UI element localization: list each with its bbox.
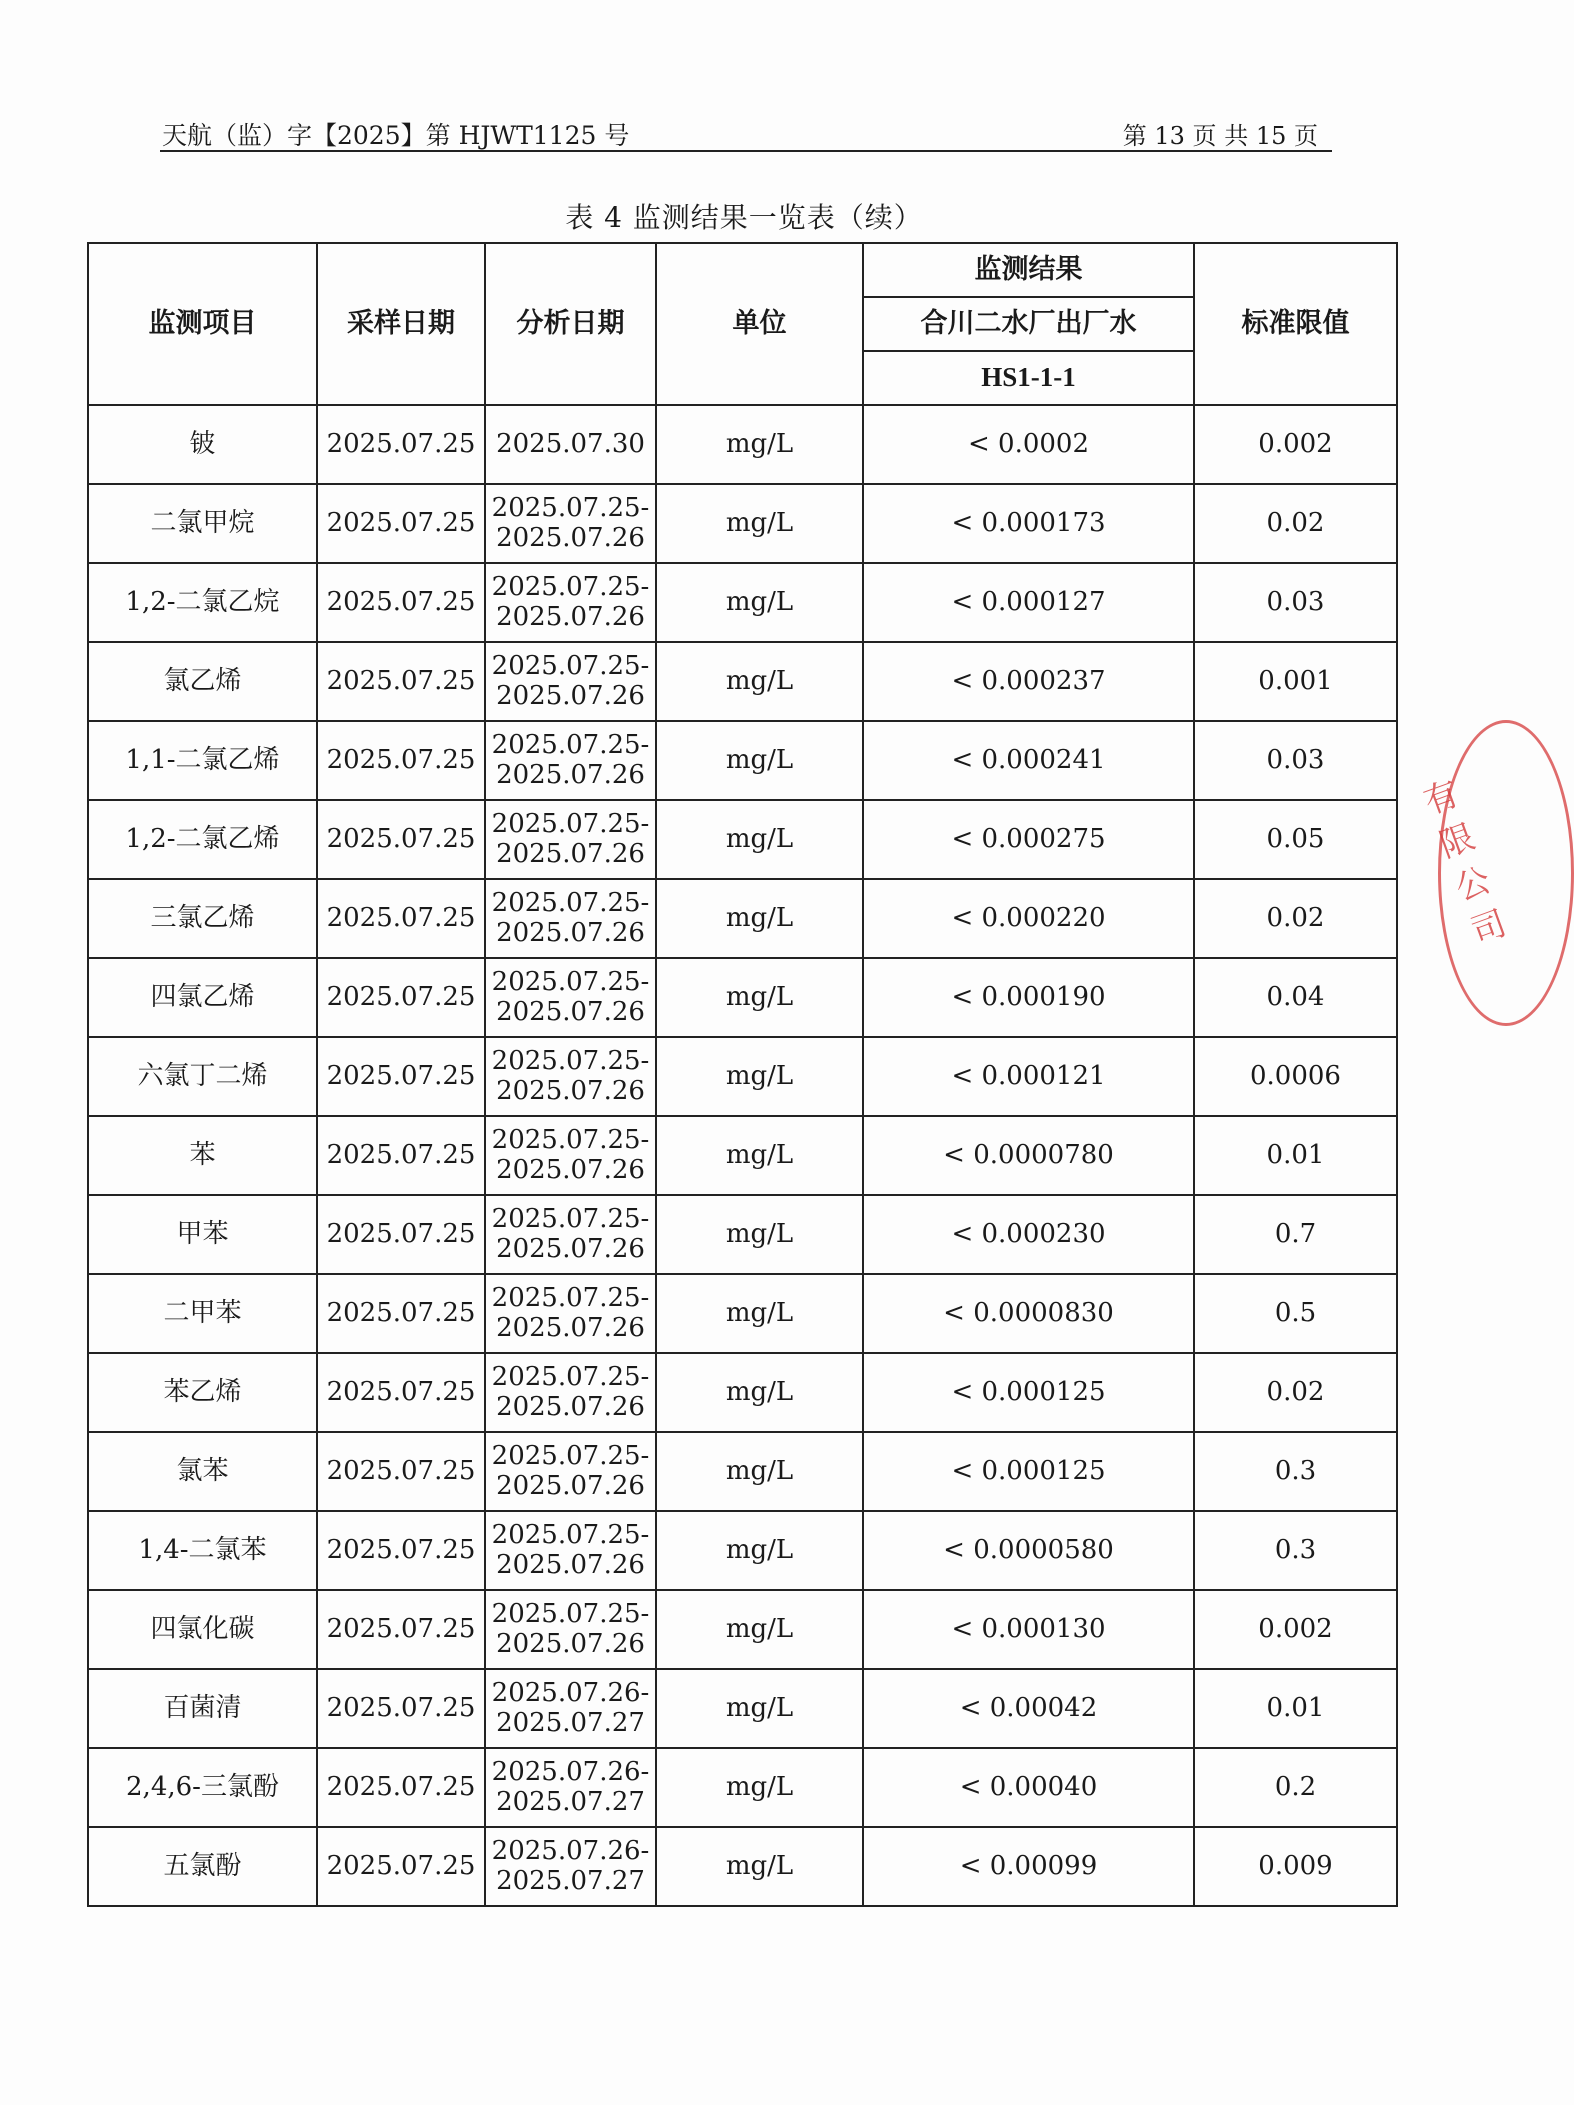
sampling-date-cell: 2025.07.25 — [317, 1432, 485, 1511]
analysis-date-line: 2025.07.25- — [491, 1519, 650, 1550]
analysis-date-cell — [485, 405, 656, 484]
sampling-date-cell: 2025.07.25 — [317, 1748, 485, 1827]
result-cell: < 0.000173 — [863, 484, 1194, 563]
sampling-date-cell: 2025.07.25 — [317, 1353, 485, 1432]
analysis-date-cell — [485, 1432, 656, 1511]
limit-cell: 0.01 — [1194, 1116, 1397, 1195]
analysis-date-line: 2025.07.26- — [491, 1677, 650, 1708]
item-cell: 二氯甲烷 — [88, 484, 317, 563]
limit-cell: 0.02 — [1194, 879, 1397, 958]
analysis-date-line: 2025.07.26 — [496, 838, 645, 869]
item-cell: 四氯化碳 — [88, 1590, 317, 1669]
item-cell: 1,2-二氯乙烯 — [88, 800, 317, 879]
sampling-date-cell: 2025.07.25 — [317, 1037, 485, 1116]
table-row — [88, 958, 1397, 1037]
analysis-date-line: 2025.07.25- — [491, 1124, 650, 1155]
header-limit: 标准限值 — [1194, 243, 1397, 405]
analysis-date-line: 2025.07.30 — [496, 428, 645, 459]
result-cell: < 0.000237 — [863, 642, 1194, 721]
limit-cell: 0.7 — [1194, 1195, 1397, 1274]
analysis-date-line: 2025.07.26 — [496, 996, 645, 1027]
table-header — [88, 243, 1397, 405]
table-body — [88, 405, 1397, 1906]
analysis-date-line: 2025.07.25- — [491, 729, 650, 760]
analysis-date-line: 2025.07.26 — [496, 1154, 645, 1185]
limit-cell: 0.2 — [1194, 1748, 1397, 1827]
analysis-date-cell — [485, 1827, 656, 1906]
unit-cell: mg/L — [656, 1274, 863, 1353]
limit-cell: 0.5 — [1194, 1274, 1397, 1353]
sampling-date-cell: 2025.07.25 — [317, 1195, 485, 1274]
item-cell: 1,1-二氯乙烯 — [88, 721, 317, 800]
table-row — [88, 1353, 1397, 1432]
analysis-date-line: 2025.07.27 — [496, 1707, 645, 1738]
limit-cell: 0.01 — [1194, 1669, 1397, 1748]
header-item: 监测项目 — [88, 243, 317, 405]
sampling-date-cell: 2025.07.25 — [317, 1511, 485, 1590]
analysis-date-cell — [485, 1195, 656, 1274]
result-cell: < 0.000125 — [863, 1432, 1194, 1511]
header-site-code: HS1-1-1 — [863, 351, 1194, 405]
result-cell: < 0.00042 — [863, 1669, 1194, 1748]
item-cell: 五氯酚 — [88, 1827, 317, 1906]
table-row — [88, 1669, 1397, 1748]
results-table — [87, 242, 1398, 1907]
analysis-date-line: 2025.07.26 — [496, 601, 645, 632]
result-cell: < 0.000241 — [863, 721, 1194, 800]
analysis-date-line: 2025.07.25- — [491, 1282, 650, 1313]
analysis-date-line: 2025.07.27 — [496, 1786, 645, 1817]
limit-cell: 0.02 — [1194, 484, 1397, 563]
unit-cell: mg/L — [656, 1432, 863, 1511]
analysis-date-line: 2025.07.26 — [496, 1312, 645, 1343]
sampling-date-cell: 2025.07.25 — [317, 484, 485, 563]
analysis-date-cell — [485, 1353, 656, 1432]
analysis-date-cell — [485, 1116, 656, 1195]
sampling-date-cell: 2025.07.25 — [317, 405, 485, 484]
sampling-date-cell: 2025.07.25 — [317, 1590, 485, 1669]
analysis-date-line: 2025.07.27 — [496, 1865, 645, 1896]
sampling-date-cell: 2025.07.25 — [317, 721, 485, 800]
result-cell: < 0.000125 — [863, 1353, 1194, 1432]
result-cell: < 0.000130 — [863, 1590, 1194, 1669]
analysis-date-line: 2025.07.26 — [496, 680, 645, 711]
limit-cell: 0.002 — [1194, 405, 1397, 484]
header-analysis-date: 分析日期 — [485, 243, 656, 405]
item-cell: 百菌清 — [88, 1669, 317, 1748]
item-cell: 二甲苯 — [88, 1274, 317, 1353]
analysis-date-cell — [485, 1037, 656, 1116]
result-cell: < 0.000230 — [863, 1195, 1194, 1274]
result-cell: < 0.0002 — [863, 405, 1194, 484]
item-cell: 三氯乙烯 — [88, 879, 317, 958]
unit-cell: mg/L — [656, 1590, 863, 1669]
header-sampling-date: 采样日期 — [317, 243, 485, 405]
analysis-date-line: 2025.07.26- — [491, 1756, 650, 1787]
item-cell: 甲苯 — [88, 1195, 317, 1274]
document-number: 天航（监）字【2025】第 HJWT1125 号 — [162, 121, 630, 150]
table-row — [88, 405, 1397, 484]
limit-cell: 0.05 — [1194, 800, 1397, 879]
analysis-date-line: 2025.07.25- — [491, 1203, 650, 1234]
limit-cell: 0.002 — [1194, 1590, 1397, 1669]
table-row — [88, 800, 1397, 879]
analysis-date-line: 2025.07.26 — [496, 917, 645, 948]
analysis-date-cell — [485, 1669, 656, 1748]
analysis-date-cell — [485, 1274, 656, 1353]
analysis-date-cell — [485, 958, 656, 1037]
analysis-date-line: 2025.07.26 — [496, 1075, 645, 1106]
analysis-date-line: 2025.07.25- — [491, 966, 650, 997]
sampling-date-cell: 2025.07.25 — [317, 642, 485, 721]
unit-cell: mg/L — [656, 1353, 863, 1432]
company-seal-text: 有限公司 — [1418, 773, 1512, 953]
result-cell: < 0.000275 — [863, 800, 1194, 879]
unit-cell: mg/L — [656, 563, 863, 642]
item-cell: 苯 — [88, 1116, 317, 1195]
sampling-date-cell: 2025.07.25 — [317, 879, 485, 958]
analysis-date-cell — [485, 1511, 656, 1590]
item-cell: 1,4-二氯苯 — [88, 1511, 317, 1590]
analysis-date-cell — [485, 1748, 656, 1827]
result-cell: < 0.000121 — [863, 1037, 1194, 1116]
sampling-date-cell: 2025.07.25 — [317, 958, 485, 1037]
table-title: 表 4 监测结果一览表（续） — [565, 201, 923, 234]
item-cell: 氯乙烯 — [88, 642, 317, 721]
analysis-date-line: 2025.07.26 — [496, 1233, 645, 1264]
sampling-date-cell: 2025.07.25 — [317, 1274, 485, 1353]
unit-cell: mg/L — [656, 1116, 863, 1195]
analysis-date-line: 2025.07.26 — [496, 1549, 645, 1580]
unit-cell: mg/L — [656, 800, 863, 879]
result-cell: < 0.0000830 — [863, 1274, 1194, 1353]
unit-cell: mg/L — [656, 958, 863, 1037]
table-row — [88, 1511, 1397, 1590]
table-row — [88, 1116, 1397, 1195]
table-row — [88, 1037, 1397, 1116]
analysis-date-line: 2025.07.25- — [491, 571, 650, 602]
result-cell: < 0.000220 — [863, 879, 1194, 958]
result-cell: < 0.0000780 — [863, 1116, 1194, 1195]
limit-cell: 0.03 — [1194, 721, 1397, 800]
analysis-date-line: 2025.07.25- — [491, 1361, 650, 1392]
item-cell: 苯乙烯 — [88, 1353, 317, 1432]
table-row — [88, 563, 1397, 642]
result-cell: < 0.000127 — [863, 563, 1194, 642]
analysis-date-cell — [485, 1590, 656, 1669]
result-cell: < 0.000190 — [863, 958, 1194, 1037]
unit-cell: mg/L — [656, 721, 863, 800]
analysis-date-line: 2025.07.25- — [491, 1440, 650, 1471]
item-cell: 铍 — [88, 405, 317, 484]
table-row — [88, 721, 1397, 800]
limit-cell: 0.02 — [1194, 1353, 1397, 1432]
header-result: 监测结果 — [863, 243, 1194, 297]
unit-cell: mg/L — [656, 1669, 863, 1748]
item-cell: 1,2-二氯乙烷 — [88, 563, 317, 642]
table-row — [88, 1195, 1397, 1274]
unit-cell: mg/L — [656, 1195, 863, 1274]
unit-cell: mg/L — [656, 1827, 863, 1906]
limit-cell: 0.001 — [1194, 642, 1397, 721]
page-count: 第 13 页 共 15 页 — [1122, 122, 1318, 150]
analysis-date-cell — [485, 879, 656, 958]
analysis-date-line: 2025.07.26- — [491, 1835, 650, 1866]
analysis-date-line: 2025.07.25- — [491, 1045, 650, 1076]
table-row — [88, 1274, 1397, 1353]
analysis-date-line: 2025.07.26 — [496, 1628, 645, 1659]
analysis-date-cell — [485, 642, 656, 721]
analysis-date-cell — [485, 563, 656, 642]
analysis-date-line: 2025.07.25- — [491, 492, 650, 523]
table-row — [88, 1748, 1397, 1827]
item-cell: 六氯丁二烯 — [88, 1037, 317, 1116]
sampling-date-cell: 2025.07.25 — [317, 563, 485, 642]
page-header — [160, 114, 1332, 152]
unit-cell: mg/L — [656, 1748, 863, 1827]
limit-cell: 0.009 — [1194, 1827, 1397, 1906]
limit-cell: 0.04 — [1194, 958, 1397, 1037]
limit-cell: 0.3 — [1194, 1511, 1397, 1590]
result-cell: < 0.00099 — [863, 1827, 1194, 1906]
table-row — [88, 1432, 1397, 1511]
unit-cell: mg/L — [656, 1037, 863, 1116]
analysis-date-cell — [485, 484, 656, 563]
unit-cell: mg/L — [656, 405, 863, 484]
analysis-date-line: 2025.07.25- — [491, 808, 650, 839]
limit-cell: 0.0006 — [1194, 1037, 1397, 1116]
unit-cell: mg/L — [656, 642, 863, 721]
limit-cell: 0.3 — [1194, 1432, 1397, 1511]
table-row — [88, 1590, 1397, 1669]
unit-cell: mg/L — [656, 879, 863, 958]
analysis-date-line: 2025.07.26 — [496, 759, 645, 790]
analysis-date-line: 2025.07.25- — [491, 650, 650, 681]
result-cell: < 0.0000580 — [863, 1511, 1194, 1590]
analysis-date-cell — [485, 721, 656, 800]
table-row — [88, 642, 1397, 721]
item-cell: 2,4,6-三氯酚 — [88, 1748, 317, 1827]
result-cell: < 0.00040 — [863, 1748, 1194, 1827]
sampling-date-cell: 2025.07.25 — [317, 800, 485, 879]
analysis-date-line: 2025.07.25- — [491, 887, 650, 918]
analysis-date-line: 2025.07.25- — [491, 1598, 650, 1629]
table-row — [88, 1827, 1397, 1906]
header-site: 合川二水厂出厂水 — [863, 297, 1194, 351]
sampling-date-cell: 2025.07.25 — [317, 1669, 485, 1748]
analysis-date-cell — [485, 800, 656, 879]
sampling-date-cell: 2025.07.25 — [317, 1116, 485, 1195]
item-cell: 氯苯 — [88, 1432, 317, 1511]
unit-cell: mg/L — [656, 1511, 863, 1590]
analysis-date-line: 2025.07.26 — [496, 1391, 645, 1422]
item-cell: 四氯乙烯 — [88, 958, 317, 1037]
sampling-date-cell: 2025.07.25 — [317, 1827, 485, 1906]
unit-cell: mg/L — [656, 484, 863, 563]
table-row — [88, 879, 1397, 958]
table-row — [88, 484, 1397, 563]
header-unit: 单位 — [656, 243, 863, 405]
limit-cell: 0.03 — [1194, 563, 1397, 642]
analysis-date-line: 2025.07.26 — [496, 1470, 645, 1501]
analysis-date-line: 2025.07.26 — [496, 522, 645, 553]
